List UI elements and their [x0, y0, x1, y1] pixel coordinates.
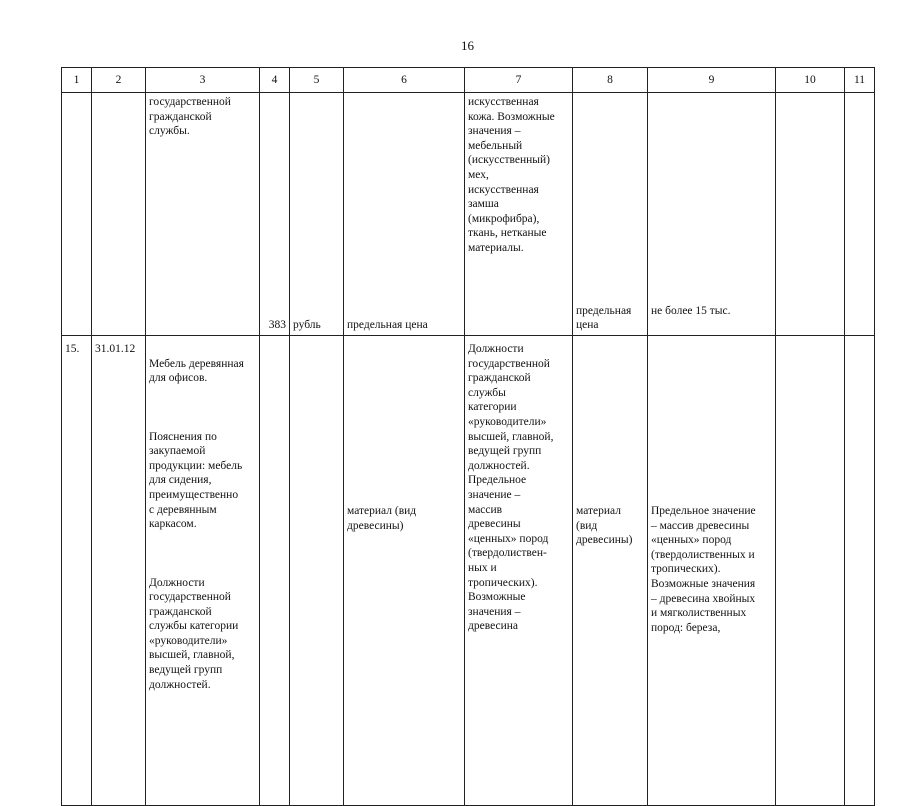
- header-col-4: 4: [260, 68, 290, 93]
- cell-row-cont-col6: предельная цена: [344, 93, 465, 336]
- cell-row15-col6: материал (вид древесины): [344, 336, 465, 806]
- cell-row-cont-col7: искусственная кожа. Возможные значения – мебельный (искусственный) мех, искусственная замша (микрофибра), ткань, нетканые материалы.: [465, 93, 573, 336]
- table-row-15: [62, 336, 875, 806]
- header-col-11: 11: [845, 68, 875, 93]
- row15-product-explanation: Пояснения по закупаемой продукции: мебель для сидения, преимущественно с деревянным каркасом.: [149, 430, 243, 531]
- header-col-3: 3: [146, 68, 260, 93]
- cell-row15-col3: [146, 336, 260, 806]
- cell-row-cont-col3: государственной гражданской службы.: [146, 93, 260, 336]
- requirements-table: [61, 67, 875, 806]
- cell-row15-col1: 15.: [62, 336, 92, 806]
- cell-row15-col2: 31.01.12: [92, 336, 146, 806]
- table-row-continuation: [62, 93, 875, 336]
- header-col-2: 2: [92, 68, 146, 93]
- cell-row-cont-col1: [62, 93, 92, 336]
- cell-row-cont-col2: [92, 93, 146, 336]
- row15-product-name: Мебель деревянная для офисов.: [149, 357, 244, 385]
- cell-row15-col9: Предельное значение – массив древесины «ценных» пород (твердолиственных и тропических). Возможные значения – древесина хвойных и мягколиственных пород: береза,: [648, 336, 776, 806]
- cell-row15-col10: [776, 336, 845, 806]
- header-col-7: 7: [465, 68, 573, 93]
- header-col-8: 8: [573, 68, 648, 93]
- page-number: 16: [461, 38, 474, 53]
- row15-product-positions: Должности государственной гражданской службы категории «руководители» высшей, главной, ведущей групп должностей.: [149, 576, 239, 691]
- header-col-1: 1: [62, 68, 92, 93]
- header-col-6: 6: [344, 68, 465, 93]
- cell-row-cont-col11: [845, 93, 875, 336]
- cell-row15-col4: [260, 336, 290, 806]
- table-header-row: [62, 68, 875, 93]
- header-col-10: 10: [776, 68, 845, 93]
- cell-row-cont-col10: [776, 93, 845, 336]
- header-col-5: 5: [290, 68, 344, 93]
- cell-row15-col7: Должности государственной гражданской службы категории «руководители» высшей, главной, ведущей групп должностей. Предельное значение – массив древесины «ценных» пород (твердолиствен- ных и тропических). Возможные значения – древесина: [465, 336, 573, 806]
- cell-row-cont-col8: предельная цена: [573, 93, 648, 336]
- cell-row-cont-col4: 383: [260, 93, 290, 336]
- cell-row15-col11: [845, 336, 875, 806]
- cell-row15-col5: [290, 336, 344, 806]
- cell-row15-col8: материал (вид древесины): [573, 336, 648, 806]
- cell-row-cont-col5: рубль: [290, 93, 344, 336]
- cell-row-cont-col9: не более 15 тыс.: [648, 93, 776, 336]
- header-col-9: 9: [648, 68, 776, 93]
